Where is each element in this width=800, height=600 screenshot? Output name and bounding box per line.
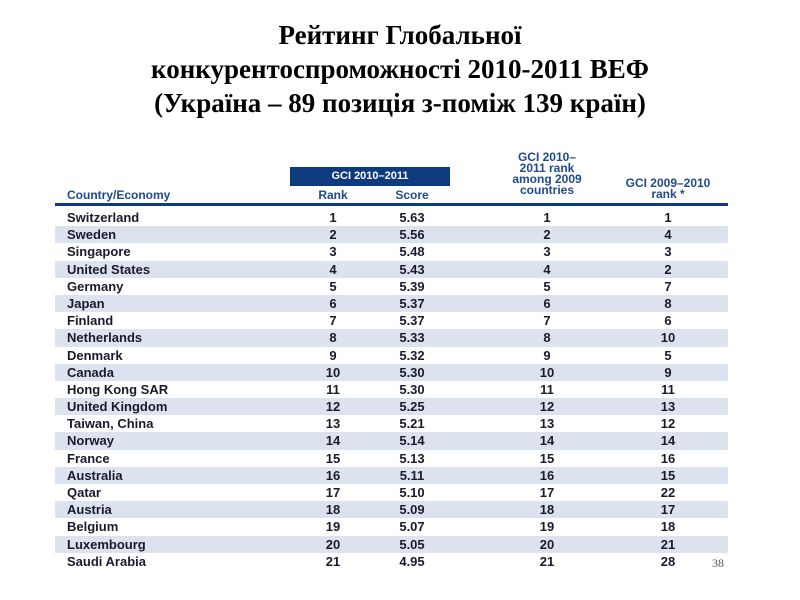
cell-country: Switzerland: [67, 210, 140, 225]
column-header-prev-line: GCI 2009–2010: [625, 176, 711, 190]
cell-rank-among-2009: 10: [539, 364, 555, 380]
gci-ranking-table: [55, 148, 728, 569]
cell-score: 5.56: [399, 227, 425, 243]
cell-rank-among-2009: 5: [543, 278, 551, 294]
table-row: [55, 381, 728, 398]
table-row: [55, 518, 728, 535]
cell-gci-2009-2010-rank: 3: [664, 244, 672, 260]
cell-rank: 3: [329, 244, 337, 260]
cell-rank-among-2009: 13: [539, 416, 555, 432]
cell-country: Austria: [67, 502, 112, 518]
title-line-2: конкурентоспроможності 2010-2011 ВЕФ: [151, 54, 649, 84]
cell-rank-among-2009: 16: [539, 467, 555, 483]
table-row: [55, 243, 728, 260]
cell-rank-among-2009: 6: [543, 295, 551, 311]
column-header-among-line: among 2009: [512, 172, 582, 186]
cell-rank-among-2009: 21: [539, 553, 555, 569]
column-header-among-line: GCI 2010–: [517, 150, 577, 164]
cell-rank-among-2009: 20: [539, 536, 555, 552]
slide-title: [0, 18, 800, 120]
cell-rank-among-2009: 8: [543, 330, 551, 346]
cell-rank-among-2009: 18: [539, 502, 555, 518]
cell-rank: 12: [325, 399, 341, 415]
cell-rank: 17: [325, 485, 341, 500]
table-row: [55, 312, 728, 329]
table-row: [55, 501, 728, 518]
cell-rank: 18: [325, 502, 341, 518]
cell-country: Germany: [67, 278, 124, 294]
cell-score: 5.09: [399, 502, 425, 518]
cell-score: 5.25: [399, 399, 425, 415]
cell-rank-among-2009: 14: [539, 433, 555, 449]
cell-rank-among-2009: 15: [539, 450, 555, 466]
cell-rank: 4: [329, 261, 337, 277]
title-line-1: Рейтинг Глобальної: [278, 20, 522, 50]
table-row: [55, 398, 728, 415]
cell-country: Qatar: [67, 485, 101, 500]
table-row: [55, 295, 728, 312]
table-row: [55, 553, 728, 570]
cell-country: Denmark: [67, 347, 123, 363]
cell-gci-2009-2010-rank: 8: [664, 295, 672, 311]
cell-rank: 15: [325, 450, 341, 466]
cell-score: 5.37: [399, 313, 425, 329]
table-row: [55, 415, 728, 432]
cell-rank-among-2009: 3: [543, 244, 551, 260]
column-header-among-line: countries: [519, 183, 574, 197]
column-header-score: Score: [395, 188, 429, 202]
cell-score: 5.30: [399, 364, 425, 380]
table-body: [55, 209, 728, 570]
cell-score: 5.13: [399, 450, 425, 466]
cell-country: France: [67, 450, 110, 466]
cell-country: Canada: [67, 364, 114, 380]
cell-rank: 7: [329, 313, 337, 329]
cell-score: 5.37: [399, 295, 425, 311]
cell-rank-among-2009: 2: [543, 227, 551, 243]
column-header-among-line: 2011 rank: [519, 161, 575, 175]
column-header-rank-among-2009: [487, 152, 607, 196]
table-row: [55, 432, 728, 449]
table-row: [55, 467, 728, 484]
cell-gci-2009-2010-rank: 22: [660, 485, 676, 500]
cell-rank-among-2009: 4: [543, 261, 551, 277]
cell-rank-among-2009: 1: [543, 210, 551, 225]
cell-rank: 20: [325, 536, 341, 552]
header-rule: [55, 203, 728, 206]
cell-gci-2009-2010-rank: 4: [664, 227, 672, 243]
cell-score: 5.07: [399, 519, 425, 535]
cell-rank-among-2009: 7: [543, 313, 551, 329]
table-row: [55, 278, 728, 295]
cell-rank-among-2009: 17: [539, 485, 555, 500]
cell-country: Finland: [67, 313, 114, 329]
table-row: [55, 536, 728, 553]
column-header-country: Country/Economy: [67, 188, 171, 202]
table-row: [55, 364, 728, 381]
cell-gci-2009-2010-rank: 28: [660, 553, 676, 569]
table-row: [55, 347, 728, 364]
cell-country: Japan: [67, 295, 105, 311]
cell-country: Taiwan, China: [67, 416, 154, 432]
cell-score: 5.48: [399, 244, 425, 260]
cell-rank-among-2009: 12: [539, 399, 555, 415]
cell-country: United Kingdom: [67, 399, 168, 415]
cell-score: 5.43: [399, 261, 425, 277]
cell-gci-2009-2010-rank: 11: [661, 381, 675, 397]
cell-gci-2009-2010-rank: 21: [660, 536, 676, 552]
table-row: [55, 329, 728, 346]
cell-country: Netherlands: [67, 330, 143, 346]
cell-score: 5.30: [399, 381, 425, 397]
cell-rank: 6: [329, 295, 337, 311]
cell-score: 4.95: [399, 553, 425, 569]
cell-rank: 14: [325, 433, 341, 449]
cell-gci-2009-2010-rank: 9: [664, 364, 672, 380]
cell-rank: 11: [326, 381, 340, 397]
cell-gci-2009-2010-rank: 15: [660, 467, 676, 483]
cell-gci-2009-2010-rank: 5: [664, 347, 672, 363]
cell-country: Hong Kong SAR: [67, 381, 169, 397]
cell-rank-among-2009: 19: [539, 519, 555, 535]
cell-country: Australia: [67, 467, 123, 483]
cell-gci-2009-2010-rank: 13: [660, 399, 676, 415]
cell-rank: 10: [325, 364, 341, 380]
cell-score: 5.32: [399, 347, 425, 363]
cell-rank: 16: [325, 467, 341, 483]
group-header-underline: [290, 185, 450, 186]
cell-score: 5.14: [399, 433, 425, 449]
cell-rank-among-2009: 11: [540, 381, 554, 397]
cell-country: Saudi Arabia: [67, 553, 146, 569]
cell-gci-2009-2010-rank: 16: [660, 450, 676, 466]
table-row: [55, 450, 728, 467]
cell-country: Luxembourg: [67, 536, 146, 552]
cell-score: 5.63: [399, 210, 425, 225]
cell-rank: 13: [325, 416, 341, 432]
cell-score: 5.39: [399, 278, 425, 294]
cell-country: Singapore: [67, 244, 131, 260]
cell-gci-2009-2010-rank: 6: [664, 313, 672, 329]
cell-rank-among-2009: 9: [543, 347, 551, 363]
cell-gci-2009-2010-rank: 14: [660, 433, 676, 449]
cell-score: 5.21: [399, 416, 425, 432]
cell-gci-2009-2010-rank: 18: [660, 519, 676, 535]
cell-score: 5.10: [399, 485, 425, 500]
column-header-rank: Rank: [318, 188, 348, 202]
cell-gci-2009-2010-rank: 10: [660, 330, 676, 346]
table-row: [55, 209, 728, 226]
cell-rank: 2: [329, 227, 337, 243]
cell-score: 5.05: [399, 536, 425, 552]
cell-gci-2009-2010-rank: 17: [660, 502, 676, 518]
table-header: [55, 148, 728, 208]
cell-country: United States: [67, 261, 151, 277]
title-line-3: (Україна – 89 позиція з-поміж 139 країн): [154, 88, 646, 118]
column-header-prev-line: rank *: [651, 187, 685, 201]
cell-gci-2009-2010-rank: 1: [664, 210, 672, 225]
column-header-gci-2009-2010-rank: [608, 178, 728, 200]
table-row: [55, 484, 728, 501]
page-number: 38: [712, 556, 724, 570]
cell-country: Belgium: [67, 519, 119, 535]
table-row: [55, 226, 728, 243]
cell-gci-2009-2010-rank: 7: [664, 278, 672, 294]
cell-rank: 1: [329, 210, 337, 225]
cell-rank: 8: [329, 330, 337, 346]
cell-rank: 21: [325, 553, 341, 569]
cell-gci-2009-2010-rank: 12: [660, 416, 676, 432]
cell-country: Norway: [67, 433, 114, 449]
cell-rank: 5: [329, 278, 337, 294]
cell-score: 5.33: [399, 330, 425, 346]
table-row: [55, 261, 728, 278]
gci-2010-2011-group-header: GCI 2010–2011: [290, 167, 450, 185]
cell-rank: 19: [325, 519, 341, 535]
cell-score: 5.11: [399, 467, 425, 483]
cell-rank: 9: [329, 347, 337, 363]
cell-gci-2009-2010-rank: 2: [664, 261, 672, 277]
cell-country: Sweden: [67, 227, 117, 243]
